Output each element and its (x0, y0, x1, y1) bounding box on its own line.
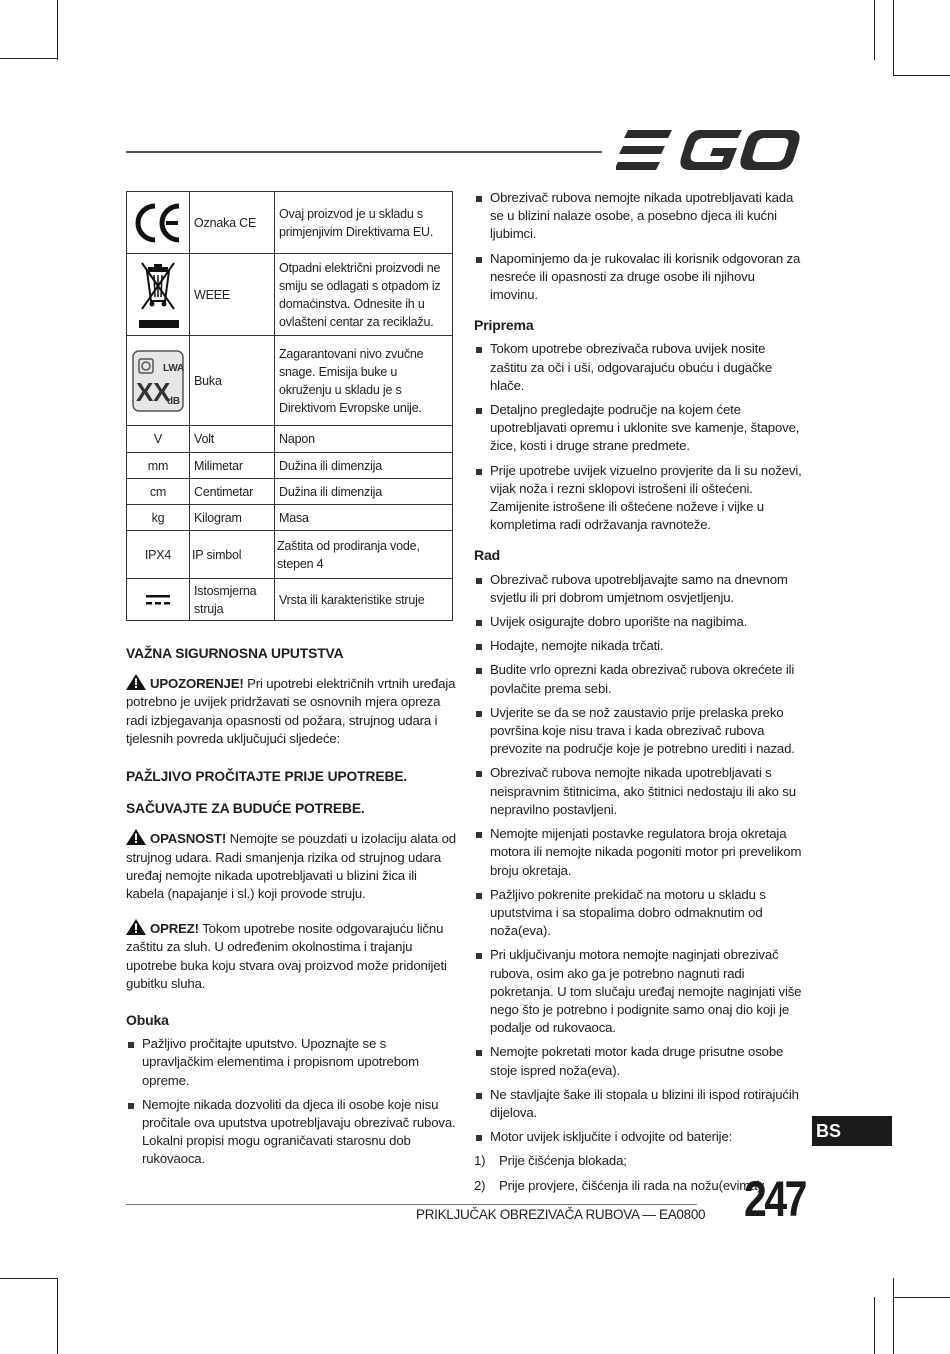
symbols-table (126, 191, 453, 621)
footer-rule (126, 1204, 697, 1205)
list-item: Detaljno pregledajte područje na kojem ćete upotrebljavati opremu i uklonite sve kamenje, štapove, žice, kosti i druge strane predmete. (474, 401, 804, 456)
danger-paragraph (126, 829, 456, 903)
table-row (127, 336, 453, 426)
table-cell-desc: Zagarantovani nivo zvučne snage. Emisija buke u okruženju u skladu je s Direktivom Evropske unije. (275, 336, 453, 426)
danger-lead: OPASNOST! (150, 831, 227, 847)
table-cell-symbol: cm (127, 479, 190, 505)
header-rule (126, 151, 602, 153)
table-cell-symbol: mm (127, 453, 190, 479)
table-cell-name: Volt (190, 426, 275, 453)
table-cell-desc: Dužina ili dimenzija (275, 479, 453, 505)
item-number: 1) (474, 1153, 486, 1169)
list-item: Nemojte nikada dozvoliti da djeca ili osobe koje nisu pročitale ova uputstva upotrebljavaju obrezivač rubova. Lokalni propisi mogu ograničavati starosnu dob rukovaoca. (126, 1096, 456, 1169)
section-heading: PAŽLJIVO PROČITAJTE PRIJE UPOTREBE. (126, 769, 408, 785)
item-text: Prije provjere, čišćenja ili rada na nožu(evima); (499, 1177, 766, 1193)
list-item: Ne stavljajte šake ili stopala u blizini ili ispod rotirajućih dijelova. (474, 1086, 804, 1122)
table-cell-symbol: kg (127, 505, 190, 531)
crop-mark (874, 0, 875, 60)
warning-triangle-icon (126, 674, 146, 690)
crop-mark (893, 75, 950, 76)
caution-text: Tokom upotrebe nosite odgovarajuću ličnu zaštitu za sluh. U određenim okolnostima i trajanju upotrebe buka koju stvara ovaj proizvod može pridonijeti gubitku sluha. (126, 921, 447, 991)
operation-list (474, 571, 804, 1147)
table-row (127, 505, 453, 531)
table-row (127, 254, 453, 336)
section-heading: SAČUVAJTE ZA BUDUĆE POTREBE. (126, 801, 365, 817)
table-cell-name: WEEE (190, 254, 275, 336)
table-cell-desc: Ovaj proizvod je u skladu s primjenjivim Direktivama EU. (275, 192, 453, 254)
crop-mark (893, 1278, 894, 1354)
page-number: 247 (744, 1171, 806, 1227)
crop-mark (0, 58, 57, 59)
noise-level-icon (131, 349, 185, 413)
section-heading: VAŽNA SIGURNOSNA UPUTSTVA (126, 646, 344, 661)
operation-heading: Rad (474, 547, 500, 564)
table-cell-name: Buka (190, 336, 275, 426)
svg-text:dB: dB (167, 395, 180, 407)
list-item: Obrezivač rubova upotrebljavajte samo na dnevnom svjetlu ili pri dobrom umjetnom osvjetljenju. (474, 571, 804, 607)
crop-mark (57, 0, 58, 60)
table-row (127, 453, 453, 479)
list-item: Hodajte, nemojte nikada trčati. (474, 637, 804, 655)
svg-text:LWA: LWA (163, 362, 185, 374)
caution-lead: OPREZ! (150, 921, 199, 937)
table-cell-symbol (127, 336, 190, 426)
right-column (474, 189, 804, 1201)
table-cell-desc: Dužina ili dimenzija (275, 453, 453, 479)
item-number: 2) (474, 1177, 486, 1193)
training-heading: Obuka (126, 1012, 169, 1029)
list-item: Pažljivo pokrenite prekidač na motoru u skladu s uputstvima i sa stopalima dobro odmaknutim od noža(eva). (474, 886, 804, 941)
list-item: Pri uključivanju motora nemojte naginjati obrezivač rubova, osim ako ga je potrebno nagnuti radi pokretanja. U tom slučaju uređaj nemojte naginjati više nego što je potrebno i podignite samo onaj dio koji je podalje od rukovaoca. (474, 946, 804, 1037)
ce-mark-icon (133, 203, 183, 243)
table-row (127, 579, 453, 621)
table-row (127, 426, 453, 453)
table-cell-name: IP simbol (190, 531, 275, 579)
crop-mark (57, 1278, 58, 1354)
warning-triangle-icon (126, 919, 146, 935)
list-item: Motor uvijek isključite i odvojite od baterije: (474, 1128, 804, 1146)
list-item: Obrezivač rubova nemojte nikada upotrebljavati s neispravnim štitnicima, ako štitnici nedostaju ili ako su nepravilno postavljeni. (474, 764, 804, 819)
table-cell-name: Oznaka CE (190, 192, 275, 254)
table-cell-desc: Zaštita od prodiranja vode, stepen 4 (275, 531, 453, 579)
list-item: Prije upotrebe uvijek vizuelno provjerite da li su noževi, vijak noža i rezni sklopovi istrošeni ili oštećeni. Zamijenite istrošene ili oštećene noževe i vijke u kompletima radi održavanja ravnoteže. (474, 462, 804, 535)
footer-title: PRIKLJUČAK OBREZIVAČA RUBOVA — EA0800 (416, 1207, 706, 1222)
list-item: Pažljivo pročitajte uputstvo. Upoznajte se s upravljačkim elementima i propisnom upotrebom opreme. (126, 1035, 456, 1090)
svg-text:XX: XX (136, 376, 171, 407)
table-cell-symbol (127, 192, 190, 254)
table-row (127, 531, 453, 579)
list-item: Nemojte pokretati motor kada druge prisutne osobe stoje ispred noža(eva). (474, 1043, 804, 1079)
list-item: Nemojte mijenjati postavke regulatora broja okretaja motora ili nemojte nikada pogoniti motor pri prevelikom broju okretaja. (474, 825, 804, 880)
table-cell-name: Kilogram (190, 505, 275, 531)
table-cell-symbol: IPX4 (127, 531, 190, 579)
warning-text: Pri upotrebi električnih vrtnih uređaja potrebno je uvijek pridržavati se osnovnih mjera opreza radi izbjegavanja opasnosti od požara, strujnog udara i tjelesnih povreda uključujući sljedeće: (126, 676, 456, 746)
table-row (127, 479, 453, 505)
danger-text: Nemojte se pouzdati u izolaciju alata od strujnog udara. Radi smanjenja rizika od strujnog udara uređaj nemojte nikada upotrebljavati u blizini žica ili kabela (napajanje i sl.) koji provode struju. (126, 831, 456, 902)
numbered-item (474, 1152, 804, 1170)
list-item: Budite vrlo oprezni kada obrezivač rubova okrećete ili povlačite prema sebi. (474, 661, 804, 697)
table-cell-name: Centimetar (190, 479, 275, 505)
ego-logo (616, 128, 800, 172)
language-badge: BS (812, 1116, 892, 1146)
warning-triangle-icon (126, 829, 146, 845)
table-cell-name: Istosmjerna struja (190, 579, 275, 621)
general-safety-list (474, 189, 804, 304)
crop-mark (874, 1297, 875, 1354)
list-item: Tokom upotrebe obrezivača rubova uvijek nosite zaštitu za oči i uši, odgovarajuću obuću i dugačke hlače. (474, 340, 804, 395)
crop-mark (893, 1297, 950, 1298)
list-item: Uvjerite se da se nož zaustavio prije prelaska preko površina koje nisu trava i kada obrezivač rubova prevozite na područje koje je potrebno urediti i nazad. (474, 704, 804, 759)
crop-mark (0, 1278, 57, 1279)
table-cell-symbol (127, 254, 190, 336)
weee-crossed-bin-icon (133, 257, 183, 333)
table-cell-symbol (127, 579, 190, 621)
list-item: Obrezivač rubova nemojte nikada upotrebljavati kada se u blizini nalaze osobe, a posebno djeca ili kućni ljubimci. (474, 189, 804, 244)
list-item: Uvijek osigurajte dobro uporište na nagibima. (474, 613, 804, 631)
direct-current-icon (145, 593, 171, 607)
caution-paragraph (126, 919, 456, 993)
preparation-list (474, 340, 804, 534)
item-text: Prije čišćenja blokada; (499, 1153, 627, 1169)
preparation-heading: Priprema (474, 317, 534, 334)
list-item: Napominjemo da je rukovalac ili korisnik odgovoran za nesreće ili opasnosti za druge osobe ili njihovu imovinu. (474, 250, 804, 305)
table-cell-desc: Vrsta ili karakteristike struje (275, 579, 453, 621)
warning-lead: UPOZORENJE! (150, 676, 244, 692)
table-cell-symbol: V (127, 426, 190, 453)
warning-paragraph (126, 674, 456, 748)
crop-mark (893, 0, 894, 76)
table-cell-desc: Masa (275, 505, 453, 531)
table-cell-name: Milimetar (190, 453, 275, 479)
left-column (126, 645, 456, 1181)
table-cell-desc: Napon (275, 426, 453, 453)
training-list (126, 1035, 456, 1168)
table-cell-desc: Otpadni električni proizvodi ne smiju se odlagati s otpadom iz domaćinstva. Odnesite ih u ovlašteni centar za reciklažu. (275, 254, 453, 336)
table-row (127, 192, 453, 254)
